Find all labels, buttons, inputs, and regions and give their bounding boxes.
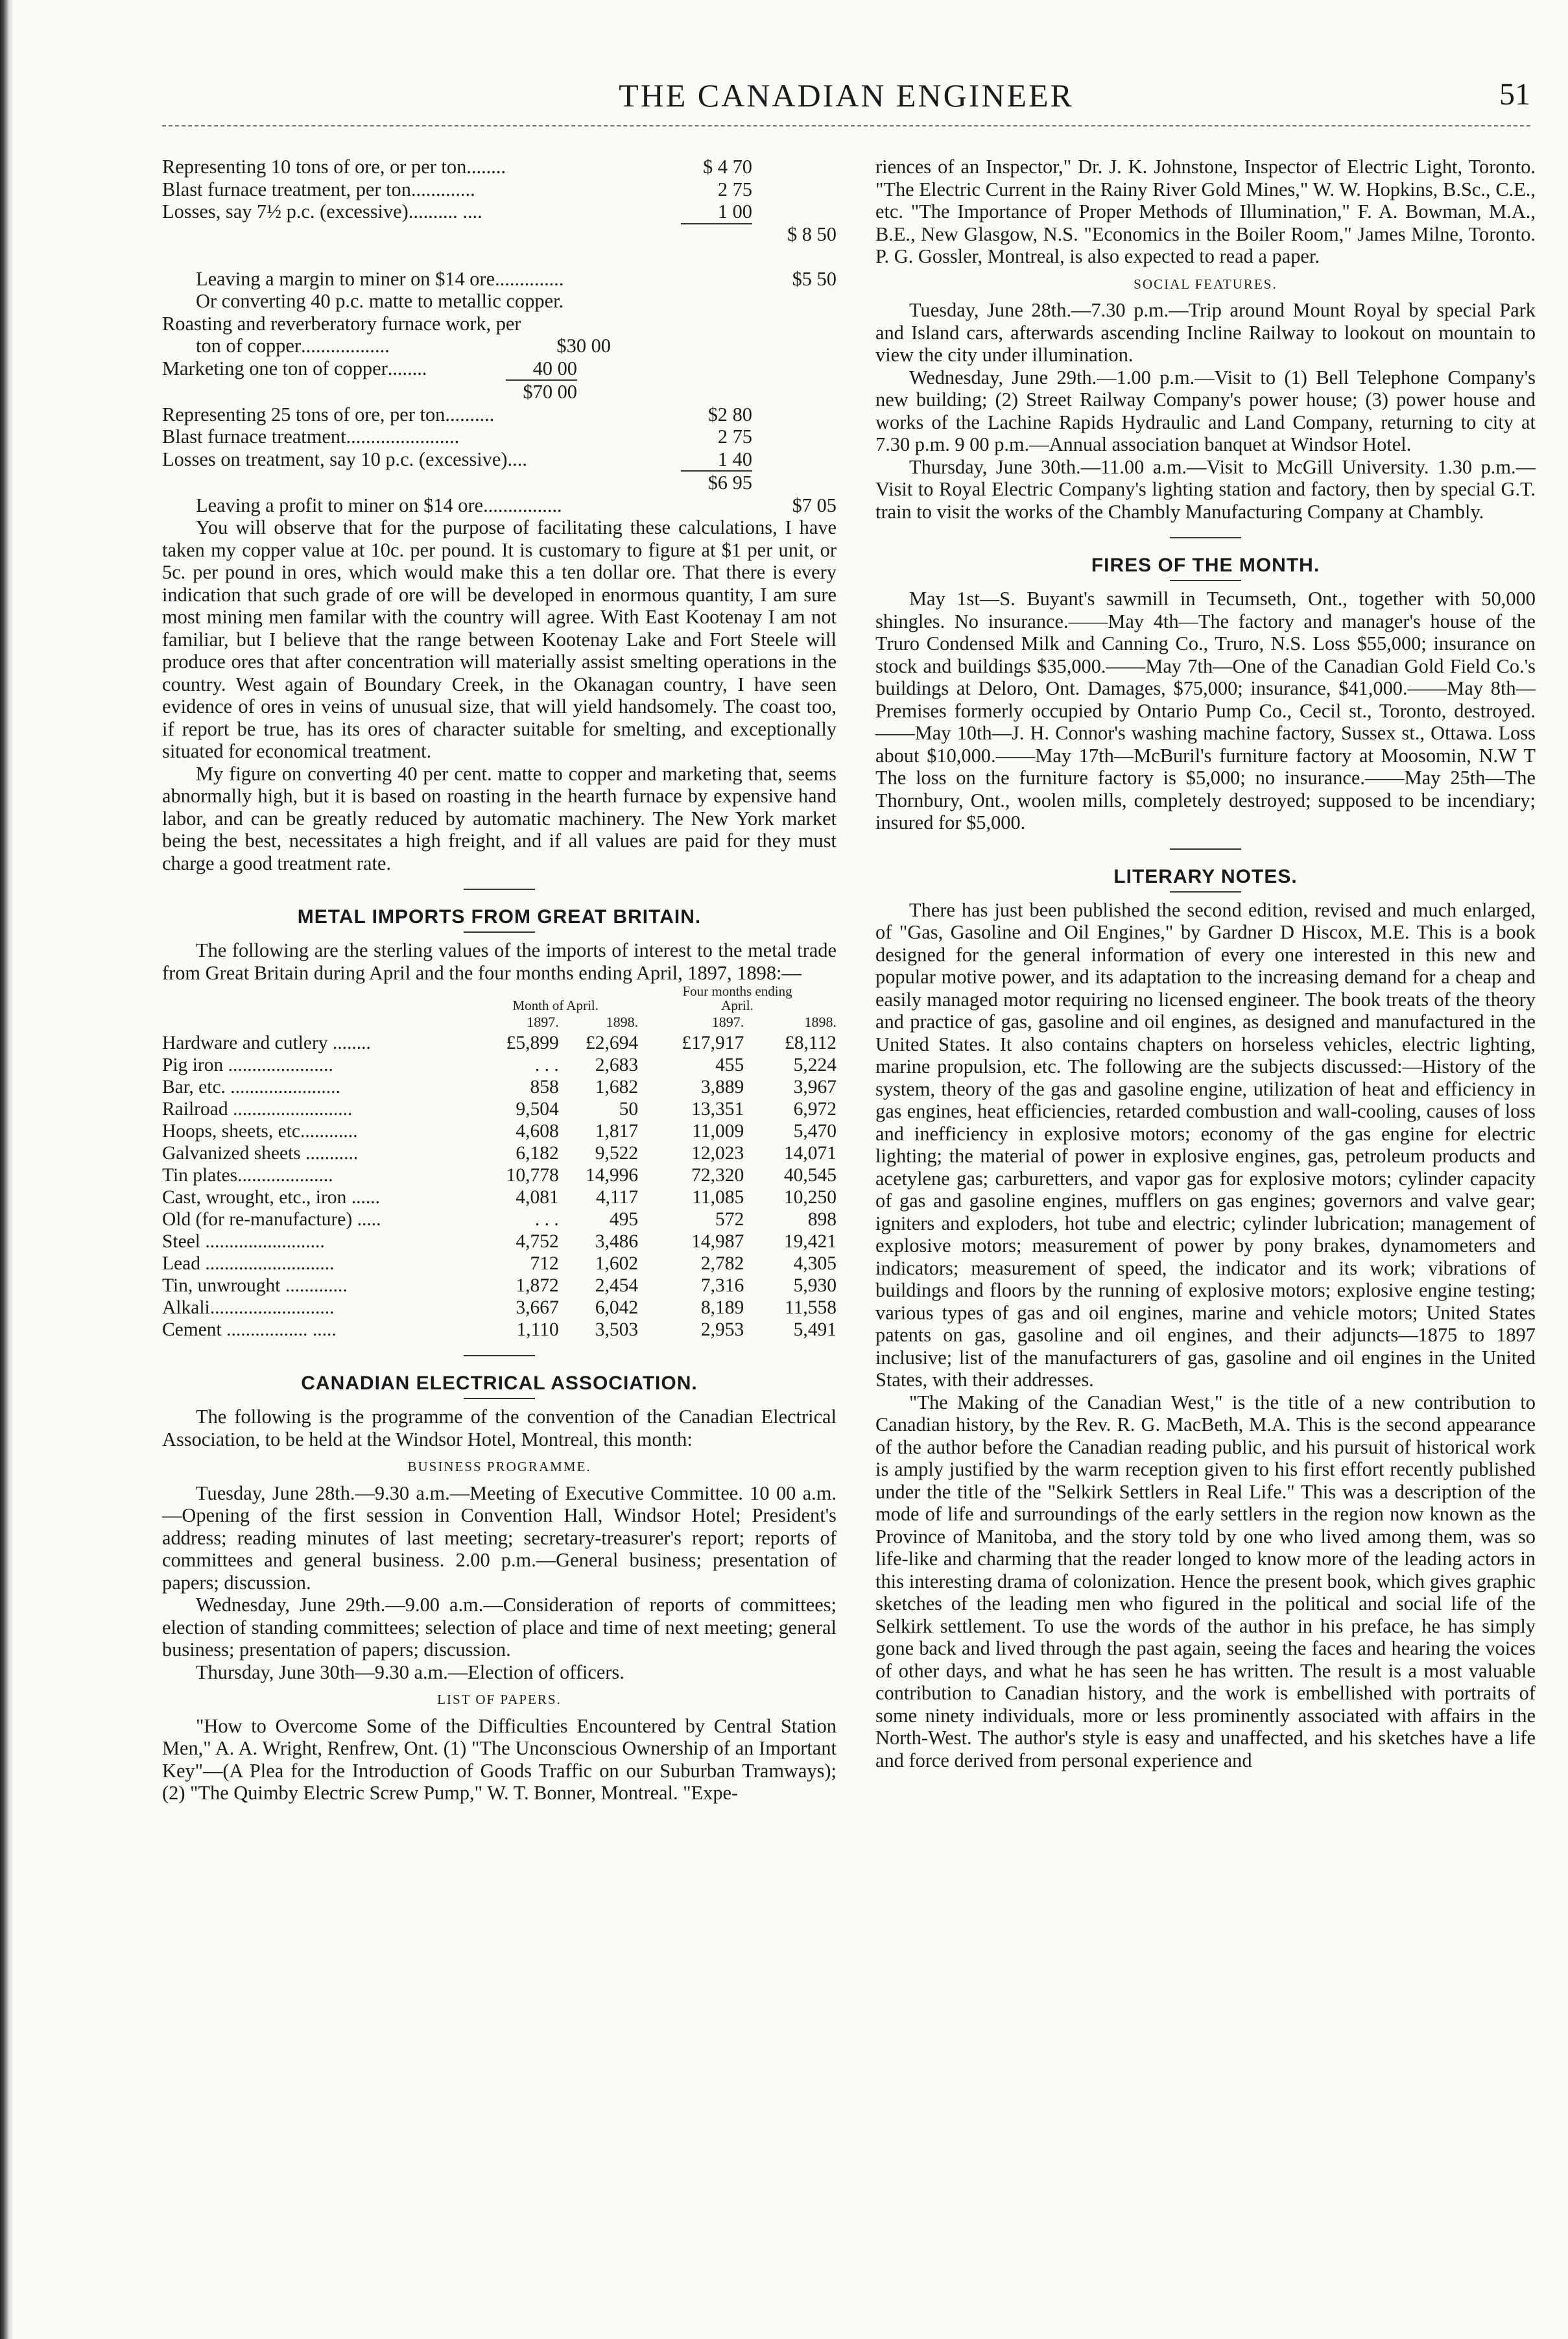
row-item (162, 1208, 473, 1230)
papers-paragraph: "How to Overcome Some of the Difficulties Encountered by Central Station Men," A. A. Wright, Renfrew, Ont. (1) "The Unconscious Ownership of an Important Key"—(A Plea for the Introduction of Goods Traffic on our Suburban Tramways); (2) "The Quimby Electric Screw Pump," W. T. Bonner, Montreal. "Expe- (162, 1714, 837, 1804)
table-row (162, 1164, 837, 1186)
value-cell: 14,996 (585, 1165, 639, 1186)
body-paragraph: My figure on converting 40 per cent. matte to copper and marketing that, seems abnormally high, but it is based on roasting in the hearth furnace by expensive hand labor, and can be greatly reduced by automatic machinery. The New York market being the best, necessitates a high freight, and if all values are paid for they must charge a good treatment rate. (162, 762, 837, 874)
cost-subtotal: $ 8 50 (162, 223, 837, 246)
table-row (162, 1319, 837, 1341)
value-cell: 7,316 (700, 1275, 744, 1296)
value-cell: 2,683 (595, 1055, 639, 1075)
item-label: Cast, wrought, etc., iron (162, 1187, 347, 1208)
table-row (162, 1098, 837, 1120)
value-cell: 4,752 (516, 1231, 559, 1252)
page-number: 51 (1499, 77, 1530, 112)
value-cell: 50 (619, 1099, 639, 1120)
fires-paragraph: May 1st—S. Buyant's sawmill in Tecumseth, Ont., together with 50,000 shingles. No insurance.——May 4th—The factory and manager's house of the Truro Condensed Milk and Canning Co., Truro, N.S. Loss $55,000; insurance on stock and buildings $35,000.——May 7th—One of the Canadian Gold Field Co.'s buildings at Deloro, Ont. Damages, $75,000; insurance, $41,000.——May 8th—Premises formerly occupied by Ontario Pump Co., Cecil st., Toronto, destroyed. ——May 10th—J. H. Connor's washing machine factory, Sussex st., Ottawa. Loss about $10,000.——May 17th—McBuril's furniture factory at Moosomin, N.W T The loss on the furniture factory is $5,000; no insurance.——May 25th—The Thornbury, Ont., woolen mills, completely destroyed; supposed to be incendiary; insured for $5,000. (875, 588, 1536, 834)
value-cell: 4,081 (516, 1187, 559, 1208)
value-cell: 712 (530, 1253, 559, 1274)
table-row (162, 1253, 837, 1275)
literary-paragraph: There has just been published the second edition, revised and much enlarged, of "Gas, Gasoline and Oil Engines," by Gardner D Hiscox, M.E. This is a book designed for the general information of every one interested in this new and popular motive power, and its adaptation to the increasing demand for a cheap and easily managed motor requiring no licensed engineer. The book treats of the theory and practice of gas, gasoline and oil engines, as designed and manufactured in the United States. It also contains chapters on horseless vehicles, electric lighting, marine propulsion, etc. The following are the subjects discussed:—History of the system, theory of the gas and gasoline engine, utilization of heat and efficiency in gas engines, heat efficiencies, retarded combustion and wall-cooling, causes of loss and inefficiency in explosive motors; economy of the gas engine for electric lighting; the material of power in explosive engines, gas, petroleum products and acetylene gas; carburetters, and vapor gas for explosive motors; cylinder capacity of gas and gasoline engines, mufflers on gas engines; governors and valve gear; igniters and exploders, hot tube and electric; cylinder lubrication; management of explosive motors; measurement of power by pony brakes, dynamometers and indicators; measurement of speed, the indicator and its work; vibrations of buildings and floors by the running of explosive motors; explosive engine testing; various types of gas and oil engines, marine and vehicle motors; United States patents on gas, gasoline and oil engines, and their adjuncts—1875 to 1897 inclusive; list of the manufacturers of gas, gasoline and oil engines in the United States, with their addresses. (875, 898, 1536, 1391)
section-heading-metal-imports: METAL IMPORTS FROM GREAT BRITAIN. (297, 906, 702, 928)
item-label: Hoops, sheets, etc (162, 1121, 301, 1142)
value-cell: 5,491 (793, 1319, 837, 1340)
table-row (162, 1032, 837, 1054)
value-cell: 14,987 (691, 1231, 744, 1252)
leader-dots: ....................... (225, 1077, 340, 1098)
table-row (162, 1230, 837, 1253)
value-cell: 898 (807, 1209, 837, 1230)
row-item (162, 1032, 473, 1054)
leader-dots: ......................... (228, 1099, 353, 1120)
leader-dots: ............. (280, 1275, 348, 1296)
value-cell: 40,545 (783, 1165, 837, 1186)
leader-dots: ............ (300, 1121, 358, 1142)
value-cell: 11,009 (692, 1121, 744, 1142)
converting-line: Or converting 40 p.c. matte to metallic copper. (196, 290, 564, 312)
value-cell: 4,608 (516, 1121, 559, 1142)
value-cell: . . . (534, 1209, 559, 1230)
item-label: Cement (162, 1319, 222, 1340)
cost-row: Losses, say 7½ p.c. (excessive) .......... .... 1 00 (162, 200, 752, 222)
value-cell: £5,899 (506, 1033, 559, 1053)
value-cell: 1,110 (516, 1319, 559, 1340)
value-cell: 1,602 (595, 1253, 639, 1274)
value-cell: 1,682 (595, 1077, 639, 1098)
row-item (162, 1186, 473, 1208)
value-cell: 6,972 (793, 1099, 837, 1120)
table-group-header (162, 984, 837, 1013)
row-item (162, 1230, 473, 1253)
item-label: Tin, unwrought (162, 1275, 281, 1296)
section-heading-fires: FIRES OF THE MONTH. (1091, 555, 1320, 576)
item-label: Bar, etc. (162, 1077, 226, 1098)
section-heading-literary: LITERARY NOTES. (1113, 865, 1298, 887)
heading-rule (1170, 891, 1241, 893)
roasting-line: Roasting and reverberatory furnace work, per (162, 312, 521, 335)
value-cell: 10,250 (783, 1187, 837, 1208)
heading-rule (464, 931, 535, 933)
value-cell: 11,085 (692, 1187, 744, 1208)
header-rule (162, 125, 1530, 126)
metal-imports-table (162, 984, 837, 1341)
year-header: 1898. (804, 1014, 837, 1030)
literary-paragraph: "The Making of the Canadian West," is the title of a new contribution to Canadian history, by the Rev. R. G. MacBeth, M.A. This is the second appearance of the author before the Canadian reading public, and his pursuit of historical work is amply justified by the warm reception given to his first effort recently published under the title of the "Selkirk Settlers in Real Life." This was a description of the mode of life and surroundings of the early settlers in the region now known as the Province of Manitoba, and the story told by one who lived among them, was so life-like and charming that the reader longed to know more of the leading actors in this interesting drama of colonization. Hence the present book, which gives graphic sketches of the leading men who figured in the political and social life of the Selkirk settlement. To use the words of the author in his preface, he has simply gone back and lived through the past again, seeing the faces and hearing the voices of other days, and what he has seen he has written. The result is a most valuable contribution to Canadian history, and the work is embellished with portraits of some ninety individuals, more or less prominently associated with affairs in the North-West. The author's style is easy and unaffected, and his sketches have a life and force derived from personal experience and (875, 1391, 1536, 1771)
leader-dots: ...................... (223, 1055, 333, 1075)
row-item (162, 1142, 473, 1164)
table-year-header (162, 1013, 837, 1032)
value-cell: 455 (715, 1055, 744, 1075)
copper-row: ton of copper .................. $30 00 (196, 335, 611, 357)
page-title: THE CANADIAN ENGINEER (619, 77, 1074, 114)
row-item (162, 1120, 473, 1142)
table-row (162, 1142, 837, 1164)
leader-dots: ......................... (200, 1231, 325, 1252)
value-cell: 495 (609, 1209, 639, 1230)
value-cell: 3,486 (595, 1231, 639, 1252)
business-paragraph: Thursday, June 30th—9.30 a.m.—Election of officers. (196, 1661, 624, 1683)
body-paragraph: You will observe that for the purpose of facilitating these calculations, I have taken my copper value at 10c. per pound. It is customary to figure at $1 per unit, or 5c. per pound in ores, which would make this a ten dollar ore. That there is every indication that such grade of ore will be developed in enormous quantity, I am sure most mining men familar with the country will agree. With East Kootenay I am not familiar, but I believe that the range between Kootenay Lake and Fort Steele will produce ores that after concentration will materially assist smelting operations in the country. West again of Boundary Creek, in the Okanagan country, I have seen evidence of ores in veins of unusual size, that will yield handsomely. The coast too, if report be true, has its ores of character suitable for smelting, and exceptionally situated for economical treatment. (162, 516, 837, 762)
value-cell: 3,889 (700, 1077, 744, 1098)
section-rule (1170, 537, 1241, 538)
leader-dots: ...... (346, 1187, 380, 1208)
copper-total: $70 00 (162, 379, 577, 403)
table-row (162, 1120, 837, 1142)
item-label: Steel (162, 1231, 200, 1252)
leader-dots: ................. ..... (221, 1319, 337, 1340)
table-row (162, 1297, 837, 1319)
cost-row: Losses on treatment, say 10 p.c. (excessive) .... 1 40 (162, 448, 752, 470)
cost-subtotal: $6 95 (162, 470, 837, 494)
row-item (162, 1098, 473, 1120)
cost-row: Blast furnace treatment, per ton ............. 2 75 (162, 178, 752, 200)
value-cell: 2,782 (700, 1253, 744, 1274)
section-heading-cea: CANADIAN ELECTRICAL ASSOCIATION. (301, 1373, 698, 1394)
value-cell: 4,305 (793, 1253, 837, 1274)
right-column (875, 156, 1536, 1771)
value-cell: 72,320 (691, 1165, 744, 1186)
value-cell: 1,817 (595, 1121, 639, 1142)
section-rule (464, 1355, 535, 1356)
cost-row: Representing 10 tons of ore, or per ton.. ...... $ 4 70 (162, 156, 752, 178)
leader-dots: ........................... (200, 1253, 335, 1274)
metal-intro: The following are the sterling values of the imports of interest to the metal trade from Great Britain during April and the four months ending April, 1897, 1898:— (162, 939, 837, 984)
value-cell: 858 (530, 1077, 559, 1098)
table-row (162, 1076, 837, 1098)
value-cell: 14,071 (783, 1143, 837, 1164)
value-cell: 6,182 (516, 1143, 559, 1164)
scan-edge (0, 0, 14, 2339)
year-header: 1897. (711, 1014, 744, 1030)
social-paragraph: Wednesday, June 29th.—1.00 p.m.—Visit to (1) Bell Telephone Company's new building; (2) Street Railway Company's power house; (3) power house and works of the Lachine Rapids Hydraulic and Land Company, returning to city at 7.30 p.m. 9 00 p.m.—Annual association banquet at Windsor Hotel. (875, 366, 1536, 455)
row-item (162, 1076, 473, 1098)
table-row (162, 1054, 837, 1076)
item-label: Pig iron (162, 1055, 224, 1075)
value-cell: 1,872 (516, 1275, 559, 1296)
value-cell: 572 (715, 1209, 744, 1230)
value-cell: 3,667 (516, 1297, 559, 1318)
value-cell: 5,930 (793, 1275, 837, 1296)
left-column (162, 156, 837, 1805)
item-label: Old (for re-manufacture) (162, 1209, 353, 1230)
value-cell: . . . (534, 1055, 559, 1075)
value-cell: 5,470 (793, 1121, 837, 1142)
item-label: Galvanized sheets (162, 1143, 301, 1164)
row-item (162, 1319, 473, 1341)
group-four-months-april: April. (721, 998, 754, 1013)
cost-calculation (162, 156, 837, 516)
value-cell: 6,042 (595, 1297, 639, 1318)
cost-row: Blast furnace treatment ....................... 2 75 (162, 426, 752, 448)
papers-heading: LIST OF PAPERS. (437, 1692, 562, 1707)
papers-continued: riences of an Inspector," Dr. J. K. Johnstone, Inspector of Electric Light, Toronto. "The Electric Current in the Rainy River Gold Mines," W. W. Hopkins, B.Sc., C.E., etc. "The Importance of Proper Methods of Illumination," F. A. Bowman, M.A., B.E., New Glasgow, N.S. "Economics in the Boiler Room," James Milne, Toronto. P. G. Gossler, Montreal, is also expected to read a paper. (875, 156, 1536, 267)
value-cell: £17,917 (682, 1033, 744, 1053)
value-cell: 9,522 (595, 1143, 639, 1164)
value-cell: 13,351 (691, 1099, 744, 1120)
page-header (162, 77, 1530, 128)
heading-rule (464, 1398, 535, 1399)
leader-dots: ........ (327, 1033, 371, 1053)
social-paragraph: Tuesday, June 28th.—7.30 p.m.—Trip around Mount Royal by special Park and Island cars, afterwards ascending Incline Railway to lookout on mountain to view the city under illumination. (875, 299, 1536, 366)
value-cell: £8,112 (784, 1033, 837, 1053)
item-label: Lead (162, 1253, 200, 1274)
row-item (162, 1164, 473, 1186)
row-item (162, 1275, 473, 1297)
value-cell: 9,504 (516, 1099, 559, 1120)
year-header: 1898. (606, 1014, 639, 1030)
profit-line: Leaving a profit to miner on $14 ore ................ $7 05 (196, 494, 837, 516)
item-label: Alkali (162, 1297, 210, 1318)
value-cell: 8,189 (700, 1297, 744, 1318)
row-item (162, 1253, 473, 1275)
business-paragraph: Wednesday, June 29th.—9.00 a.m.—Consideration of reports of committees; election of standing committees; selection of place and time of next meeting; general business; presentation of papers; discussion. (162, 1594, 837, 1661)
leader-dots: .......................... (209, 1297, 335, 1318)
group-four-months: Four months ending (682, 983, 792, 999)
row-item (162, 1297, 473, 1319)
cea-intro: The following is the programme of the convention of the Canadian Electrical Association, to be held at the Windsor Hotel, Montreal, this month: (162, 1406, 837, 1450)
value-cell: 12,023 (691, 1143, 744, 1164)
section-rule (1170, 848, 1241, 850)
value-cell: 3,967 (793, 1077, 837, 1098)
table-row (162, 1275, 837, 1297)
value-cell: 10,778 (506, 1165, 559, 1186)
item-label: Tin plates (162, 1165, 238, 1186)
value-cell: 19,421 (783, 1231, 837, 1252)
value-cell: £2,694 (585, 1033, 639, 1053)
business-paragraph: Tuesday, June 28th.—9.30 a.m.—Meeting of Executive Committee. 10 00 a.m.—Opening of the first session in Convention Hall, Windsor Hotel; President's address; reading minutes of last meeting; secretary-treasurer's report; reports of committees and general business. 2.00 p.m.—General business; presentation of papers; discussion. (162, 1481, 837, 1594)
margin-line: Leaving a margin to miner on $14 ore .............. $5 50 (196, 267, 837, 290)
heading-rule (1170, 580, 1241, 581)
value-cell: 11,558 (784, 1297, 837, 1318)
social-features-heading: SOCIAL FEATURES. (1134, 276, 1277, 292)
value-cell: 2,953 (700, 1319, 744, 1340)
row-item (162, 1054, 473, 1076)
table-row (162, 1186, 837, 1208)
cost-row: Representing 25 tons of ore, per ton .......... $2 80 (162, 403, 752, 426)
group-month-of-april: Month of April. (512, 998, 599, 1013)
leader-dots: .................... (237, 1165, 333, 1186)
leader-dots: ........... (300, 1143, 359, 1164)
value-cell: 2,454 (595, 1275, 639, 1296)
leader-dots: ..... (352, 1209, 381, 1230)
social-paragraph: Thursday, June 30th.—11.00 a.m.—Visit to McGill University. 1.30 p.m.—Visit to Royal Electric Company's lighting station and factory, then by special G.T. train to visit the works of the Chambly Manufacturing Company at Chambly. (875, 455, 1536, 523)
value-cell: 5,224 (793, 1055, 837, 1075)
year-header: 1897. (527, 1014, 559, 1030)
value-cell: 3,503 (595, 1319, 639, 1340)
section-rule (464, 889, 535, 890)
table-row (162, 1208, 837, 1230)
business-programme-heading: BUSINESS PROGRAMME. (407, 1459, 591, 1474)
copper-row: Marketing one ton of copper ........ 40 00 (162, 357, 577, 379)
item-label: Hardware and cutlery (162, 1033, 328, 1053)
value-cell: 4,117 (595, 1187, 639, 1208)
item-label: Railroad (162, 1099, 228, 1120)
